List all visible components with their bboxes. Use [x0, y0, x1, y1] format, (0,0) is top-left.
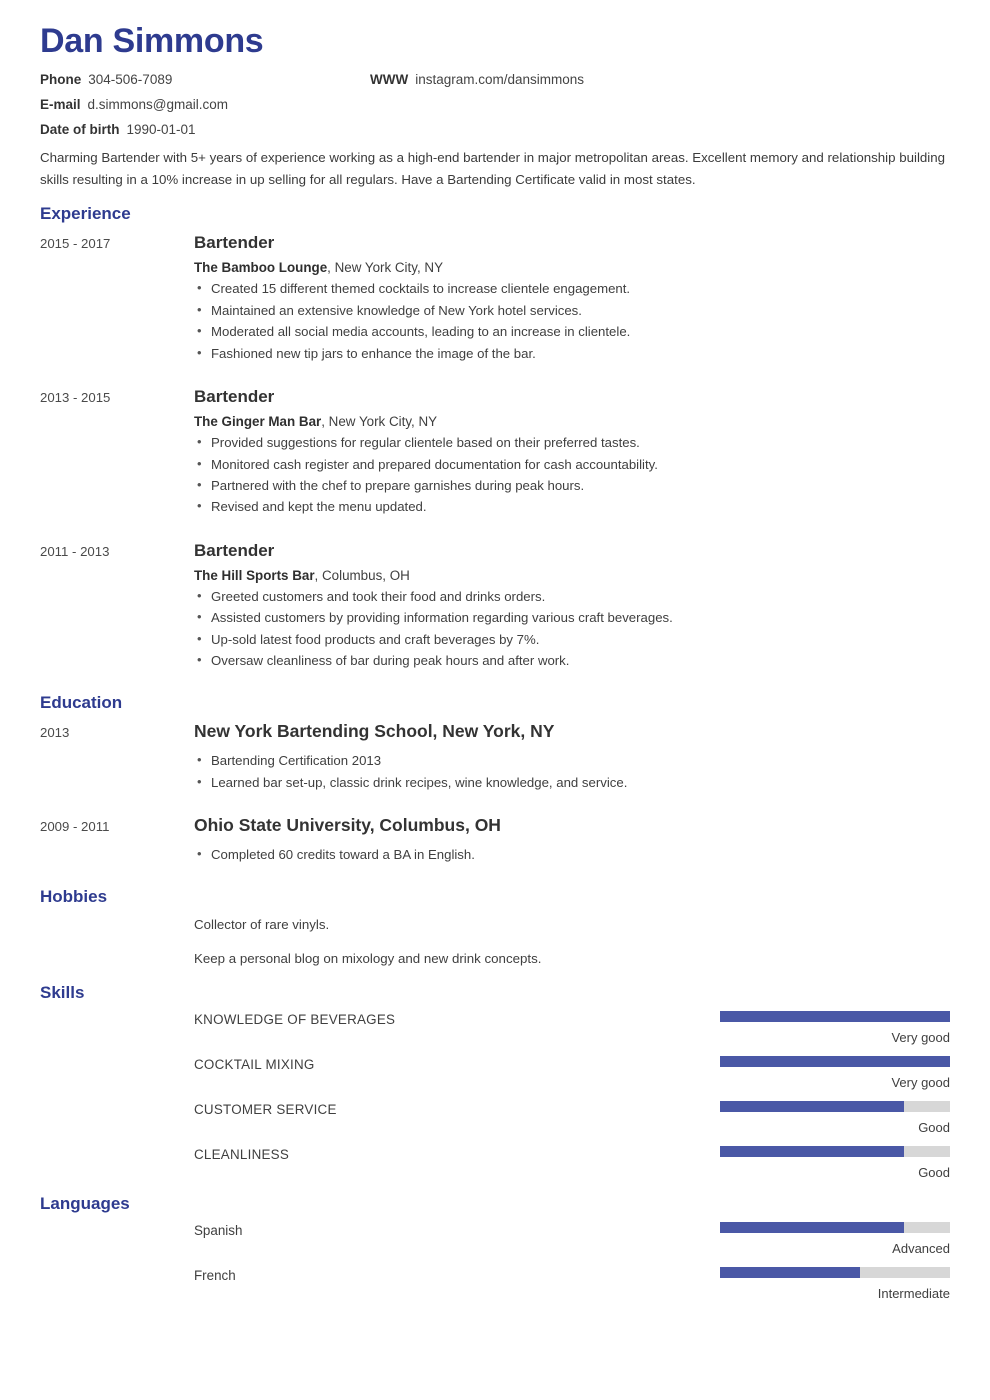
list-item: • Bartending Certification 2013	[194, 750, 950, 771]
language-level-caption: Advanced	[892, 1241, 950, 1257]
education-body	[194, 721, 950, 793]
list-item: • Learned bar set-up, classic drink recipes, wine knowledge, and service.	[194, 772, 950, 793]
experience-company	[194, 568, 950, 583]
list-item: • Created 15 different themed cocktails to increase clientele engagement.	[194, 278, 950, 299]
list-item: • Moderated all social media accounts, leading to an increase in clientele.	[194, 321, 950, 342]
contact-email	[40, 97, 370, 112]
language-meter	[720, 1267, 950, 1301]
list-item: • Partnered with the chef to prepare garnishes during peak hours.	[194, 475, 950, 496]
contact-dob	[40, 122, 370, 137]
skill-meter	[720, 1056, 950, 1090]
experience-bullets	[194, 586, 950, 672]
meter-track	[720, 1146, 950, 1157]
section-heading-skills: Skills	[40, 983, 85, 1003]
experience-entry	[40, 540, 950, 672]
meter-track	[720, 1011, 950, 1022]
meter-fill	[720, 1222, 904, 1233]
skill-level-caption: Very good	[891, 1030, 950, 1046]
list-item: • Fashioned new tip jars to enhance the image of the bar.	[194, 343, 950, 364]
education-bullets	[194, 844, 950, 865]
experience-body	[194, 540, 950, 672]
experience-entry	[40, 232, 950, 364]
education-date: 2013	[40, 725, 70, 741]
contact-phone-label: Phone	[40, 72, 82, 88]
meter-fill	[720, 1146, 904, 1157]
hobby-row	[40, 949, 950, 969]
experience-job-title: Bartender	[194, 386, 275, 406]
skill-name: KNOWLEDGE OF BEVERAGES	[194, 1012, 396, 1028]
list-item: • Up-sold latest food products and craft beverages by 7%.	[194, 629, 950, 650]
experience-entry	[40, 386, 950, 518]
hobby-text: Collector of rare vinyls.	[194, 917, 330, 933]
meter-track	[720, 1222, 950, 1233]
experience-company-name: The Bamboo Lounge	[194, 260, 328, 276]
experience-company	[194, 260, 950, 275]
list-item: • Greeted customers and took their food and drinks orders.	[194, 586, 950, 607]
candidate-name: Dan Simmons	[40, 22, 264, 60]
contact-block	[40, 72, 950, 137]
meter-track	[720, 1267, 950, 1278]
experience-body	[194, 386, 950, 518]
skill-meter	[720, 1146, 950, 1180]
section-heading-experience: Experience	[40, 204, 131, 224]
list-item: • Monitored cash register and prepared documentation for cash accountability.	[194, 454, 950, 475]
contact-dob-value: 1990-01-01	[126, 122, 196, 138]
skill-row	[40, 1101, 950, 1135]
contact-phone-value: 304-506-7089	[88, 72, 173, 88]
list-item: • Assisted customers by providing information regarding various craft beverages.	[194, 607, 950, 628]
meter-fill	[720, 1056, 950, 1067]
experience-date: 2013 - 2015	[40, 389, 111, 405]
list-item: • Maintained an extensive knowledge of New York hotel services.	[194, 300, 950, 321]
language-row	[40, 1267, 950, 1301]
language-level-caption: Intermediate	[877, 1286, 950, 1302]
contact-email-value[interactable]: d.simmons@gmail.com	[87, 97, 228, 113]
experience-bullets	[194, 432, 950, 518]
skill-meter	[720, 1011, 950, 1045]
contact-row-3	[40, 122, 950, 137]
contact-www	[370, 72, 584, 87]
contact-www-value[interactable]: instagram.com/dansimmons	[415, 72, 585, 88]
contact-www-label: WWW	[370, 72, 409, 88]
skill-name: COCKTAIL MIXING	[194, 1057, 315, 1073]
education-entry	[40, 721, 950, 793]
contact-email-label: E-mail	[40, 97, 81, 113]
meter-track	[720, 1056, 950, 1067]
contact-row-1	[40, 72, 950, 87]
list-item: • Completed 60 credits toward a BA in English.	[194, 844, 950, 865]
professional-summary: Charming Bartender with 5+ years of experience working as a high-end bartender in major metropolitan areas. Excellent memory and relationship building skills resulting in a 10% increase in up selling for all regulars. Have a Bartending Certificate valid in most states.	[40, 150, 946, 187]
language-meter	[720, 1222, 950, 1256]
experience-job-title: Bartender	[194, 540, 275, 560]
skill-level-caption: Good	[918, 1120, 950, 1136]
experience-date: 2015 - 2017	[40, 236, 111, 252]
experience-job-title: Bartender	[194, 233, 275, 253]
language-row	[40, 1222, 950, 1256]
section-heading-hobbies: Hobbies	[40, 887, 108, 907]
skill-meter	[720, 1101, 950, 1135]
contact-phone	[40, 72, 370, 87]
list-item: • Provided suggestions for regular clientele based on their preferred tastes.	[194, 432, 950, 453]
section-heading-languages: Languages	[40, 1194, 130, 1214]
education-body	[194, 815, 950, 865]
skill-level-caption: Very good	[891, 1075, 950, 1091]
contact-row-2	[40, 97, 950, 112]
education-entry	[40, 815, 950, 865]
education-school: Ohio State University, Columbus, OH	[194, 815, 501, 836]
list-item: • Revised and kept the menu updated.	[194, 496, 950, 517]
experience-company-name: The Ginger Man Bar	[194, 414, 322, 430]
meter-fill	[720, 1267, 860, 1278]
skill-row	[40, 1146, 950, 1180]
skill-level-caption: Good	[918, 1165, 950, 1181]
skill-name: CUSTOMER SERVICE	[194, 1102, 337, 1118]
skills-list	[40, 1011, 950, 1180]
hobby-text: Keep a personal blog on mixology and new drink concepts.	[194, 951, 542, 967]
experience-bullets	[194, 278, 950, 364]
education-date: 2009 - 2011	[40, 819, 110, 835]
list-item: • Oversaw cleanliness of bar during peak hours and after work.	[194, 650, 950, 671]
meter-fill	[720, 1101, 904, 1112]
experience-company-location: , Columbus, OH	[314, 567, 410, 583]
contact-dob-label: Date of birth	[40, 122, 120, 138]
language-name: Spanish	[194, 1223, 243, 1239]
experience-company-location: , New York City, NY	[321, 414, 438, 430]
section-heading-education: Education	[40, 693, 123, 713]
hobby-row	[40, 915, 950, 935]
experience-date: 2011 - 2013	[40, 543, 110, 559]
experience-body	[194, 232, 950, 364]
meter-fill	[720, 1011, 950, 1022]
skill-name: CLEANLINESS	[194, 1147, 290, 1163]
skill-row	[40, 1056, 950, 1090]
education-school: New York Bartending School, New York, NY	[194, 721, 555, 742]
experience-company-name: The Hill Sports Bar	[194, 567, 315, 583]
experience-company-location: , New York City, NY	[327, 260, 443, 276]
language-name: French	[194, 1268, 236, 1284]
education-bullets	[194, 750, 950, 793]
languages-list	[40, 1222, 950, 1301]
meter-track	[720, 1101, 950, 1112]
skill-row	[40, 1011, 950, 1045]
experience-company	[194, 414, 950, 429]
